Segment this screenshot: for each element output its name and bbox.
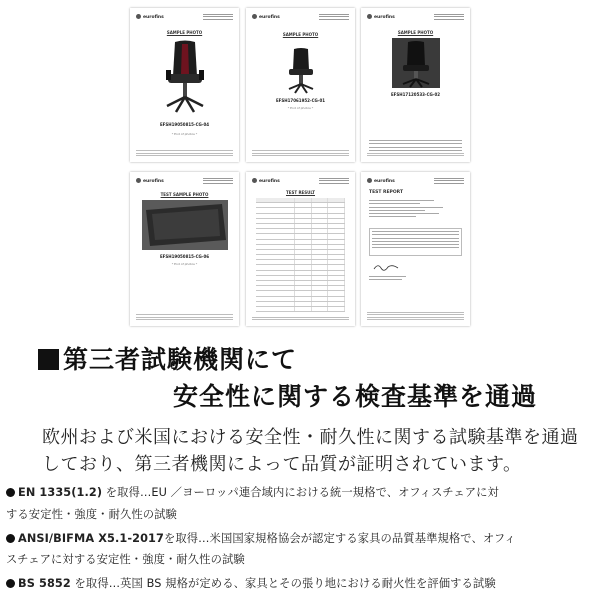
- report-header: [367, 178, 464, 188]
- end-note: * End of photos *: [171, 262, 198, 266]
- headline-line-1: 第三者試験機関にて: [38, 340, 297, 376]
- sample-code: EFSH19050815-CG-04: [159, 122, 210, 127]
- gaming-chair-photo: [392, 38, 440, 88]
- photo-caption: SAMPLE PHOTO: [397, 30, 434, 35]
- body-text: 欧州および米国における安全性・耐久性に関する試験基準を通過しており、第三者機関によって品質が証明されています。: [42, 427, 579, 475]
- report-header: [252, 14, 349, 24]
- headline-line-2: 安全性に関する検査基準を通過: [173, 382, 538, 411]
- report-header: [252, 178, 349, 188]
- sample-code: EFSH17061952-CG-01: [275, 98, 326, 103]
- photo-caption: TEST SAMPLE PHOTO: [160, 192, 209, 197]
- sample-code: EFSH19050815-CG-06: [159, 254, 210, 259]
- sample-code: EFSH17120533-CG-02: [390, 92, 441, 97]
- bullet-dot-icon: [6, 534, 15, 543]
- photo-caption: SAMPLE PHOTO: [282, 32, 319, 37]
- report-header: [136, 14, 233, 24]
- report-page-2: [246, 8, 355, 162]
- report-page-6: [361, 172, 470, 326]
- result-caption: TEST RESULT: [285, 190, 316, 195]
- test-report-pages: [130, 8, 470, 326]
- report-page-4: [130, 172, 239, 326]
- report-page-3: [361, 8, 470, 162]
- bullet-en1335-cont: する安定性・強度・耐久性の試験: [6, 508, 177, 521]
- bullet-dot-icon: [6, 488, 15, 497]
- eurofins-logo: eurofins: [252, 14, 280, 20]
- gaming-chair-photo: [286, 48, 316, 94]
- photo-caption: SAMPLE PHOTO: [166, 30, 203, 35]
- eurofins-logo: eurofins: [367, 178, 395, 184]
- square-bullet-icon: [38, 349, 59, 370]
- report-caption: TEST REPORT: [369, 190, 404, 195]
- report-header: [136, 178, 233, 188]
- summary-table: [369, 228, 462, 256]
- fabric-sample-photo: [142, 200, 228, 250]
- result-table: [256, 198, 345, 312]
- bullet-ansi-bifma: ANSI/BIFMA X5.1-2017を取得…米国国家規格協会が認定する家具の品質基準規格で、オフィ: [6, 530, 516, 546]
- signature: [373, 262, 399, 272]
- end-note: * End of photos *: [171, 132, 198, 136]
- end-note: * End of photos *: [287, 106, 314, 110]
- bullet-dot-icon: [6, 579, 15, 588]
- eurofins-logo: eurofins: [136, 14, 164, 20]
- eurofins-logo: eurofins: [367, 14, 395, 20]
- report-page-1: [130, 8, 239, 162]
- eurofins-logo: eurofins: [136, 178, 164, 184]
- gaming-chair-photo: [162, 40, 208, 116]
- report-page-5: [246, 172, 355, 326]
- eurofins-logo: eurofins: [252, 178, 280, 184]
- bullet-ansi-bifma-cont: スチェアに対する安定性・強度・耐久性の試験: [6, 553, 245, 566]
- bullet-en1335: EN 1335(1.2) を取得…EU ／ヨーロッパ連合域内における統一規格で、オフィスチェアに対: [6, 484, 499, 500]
- report-header: [367, 14, 464, 24]
- bullet-bs5852: BS 5852 を取得…英国 BS 規格が定める、家具とその張り地における耐火性を評価する試験: [6, 575, 496, 591]
